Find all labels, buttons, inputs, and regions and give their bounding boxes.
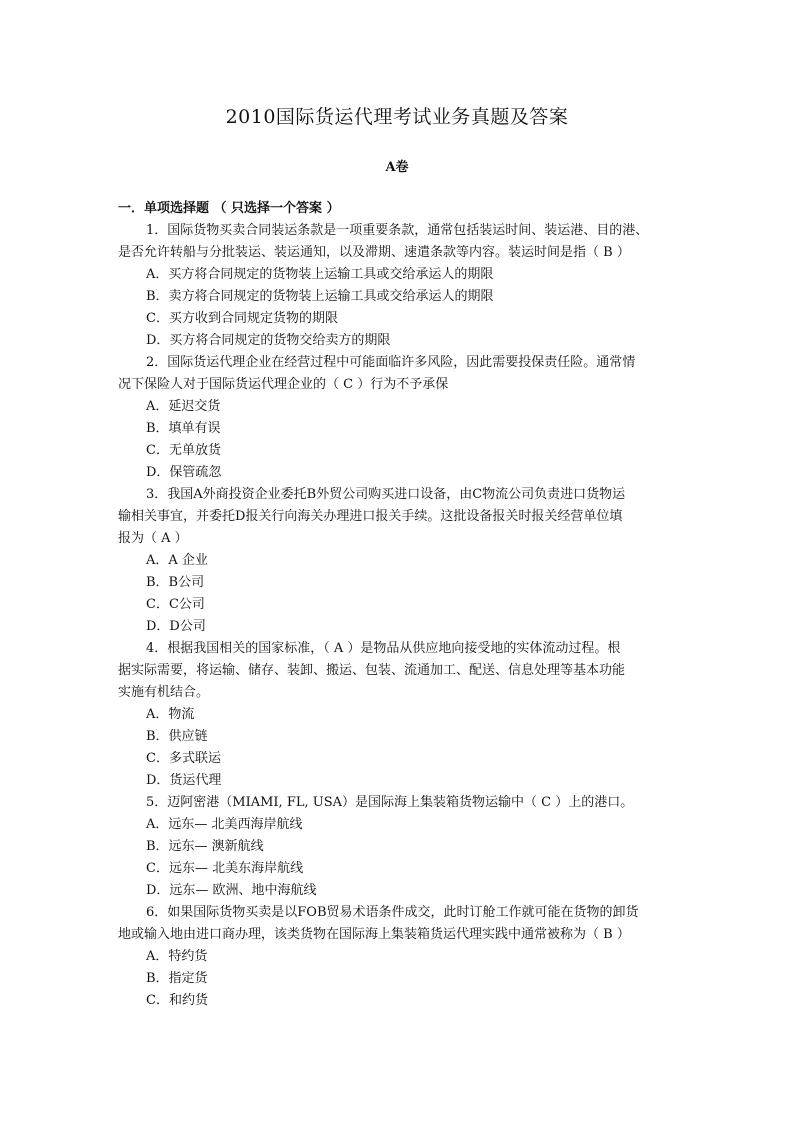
- text-line: 地或输入地由进口商办理，该类货物在国际海上集装箱货运代理实践中通常被称为（ B ）: [118, 927, 630, 942]
- text-line: D．D公司: [146, 619, 206, 634]
- text-line: 4．根据我国相关的国家标准，（ A ）是物品从供应地向接受地的实体流动过程。根: [146, 641, 621, 656]
- text-line: 2．国际货运代理企业在经营过程中可能面临许多风险，因此需要投保责任险。通常情: [146, 355, 636, 370]
- text-line: B．B公司: [146, 575, 205, 590]
- text-line: B．远东— 澳新航线: [146, 839, 264, 854]
- text-line: 6．如果国际货物买卖是以FOB贸易术语条件成交，此时订舱工作就可能在货物的卸货: [146, 905, 639, 920]
- text-line: C．和约货: [146, 993, 208, 1008]
- text-line: B．供应链: [146, 729, 208, 744]
- text-line: A．A 企业: [146, 553, 208, 568]
- text-line: C．C公司: [146, 597, 205, 612]
- text-line: 输相关事宜，并委托D报关行向海关办理进口报关手续。这批设备报关时报关经营单位填: [118, 509, 623, 524]
- text-line: B．填单有误: [146, 421, 221, 436]
- section-heading: 一．单项选择题 （ 只选择一个答案 ）: [118, 201, 340, 216]
- text-line: A．远东— 北美西海岸航线: [146, 817, 303, 832]
- text-line: C．买方收到合同规定货物的期限: [146, 311, 338, 326]
- text-line: C．无单放货: [146, 443, 221, 458]
- text-line: D．货运代理: [146, 773, 222, 788]
- text-line: 据实际需要，将运输、储存、装卸、搬运、包装、流通加工、配送、信息处理等基本功能: [118, 663, 626, 678]
- text-line: A．买方将合同规定的货物装上运输工具或交给承运人的期限: [146, 267, 494, 282]
- text-line: C．远东— 北美东海岸航线: [146, 861, 304, 876]
- text-line: 是否允许转船与分批装运、装运通知，以及滞期、速遣条款等内容。装运时间是指（ B ）: [118, 245, 630, 260]
- question-list: [118, 220, 678, 1012]
- text-line: C．多式联运: [146, 751, 221, 766]
- text-line: 实施有机结合。: [118, 685, 210, 700]
- text-line: B．指定货: [146, 971, 208, 986]
- paper-version-label: A卷: [385, 160, 409, 175]
- text-line: 报为（ A ）: [118, 531, 188, 546]
- text-line: 5．迈阿密港（MIAMI, FL, USA）是国际海上集装箱货物运输中（ C ）上的港口。: [146, 795, 634, 810]
- text-line: D．远东— 欧洲、地中海航线: [146, 883, 317, 898]
- text-line: 况下保险人对于国际货运代理企业的（ C ）行为不予承保: [118, 377, 449, 392]
- text-line: 3．我国A外商投资企业委托B外贸公司购买进口设备，由C物流公司负责进口货物运: [146, 487, 626, 502]
- text-line: A．特约货: [146, 949, 208, 964]
- text-line: 1．国际货物买卖合同装运条款是一项重要条款，通常包括装运时间、装运港、目的港、: [146, 223, 649, 238]
- document-body: [118, 198, 678, 1012]
- text-line: A．物流: [146, 707, 195, 722]
- text-line: D．保管疏忽: [146, 465, 222, 480]
- text-line: A．延迟交货: [146, 399, 221, 414]
- document-title: 2010国际货运代理考试业务真题及答案: [225, 106, 569, 128]
- text-line: B．卖方将合同规定的货物装上运输工具或交给承运人的期限: [146, 289, 494, 304]
- text-line: D．买方将合同规定的货物交给卖方的期限: [146, 333, 391, 348]
